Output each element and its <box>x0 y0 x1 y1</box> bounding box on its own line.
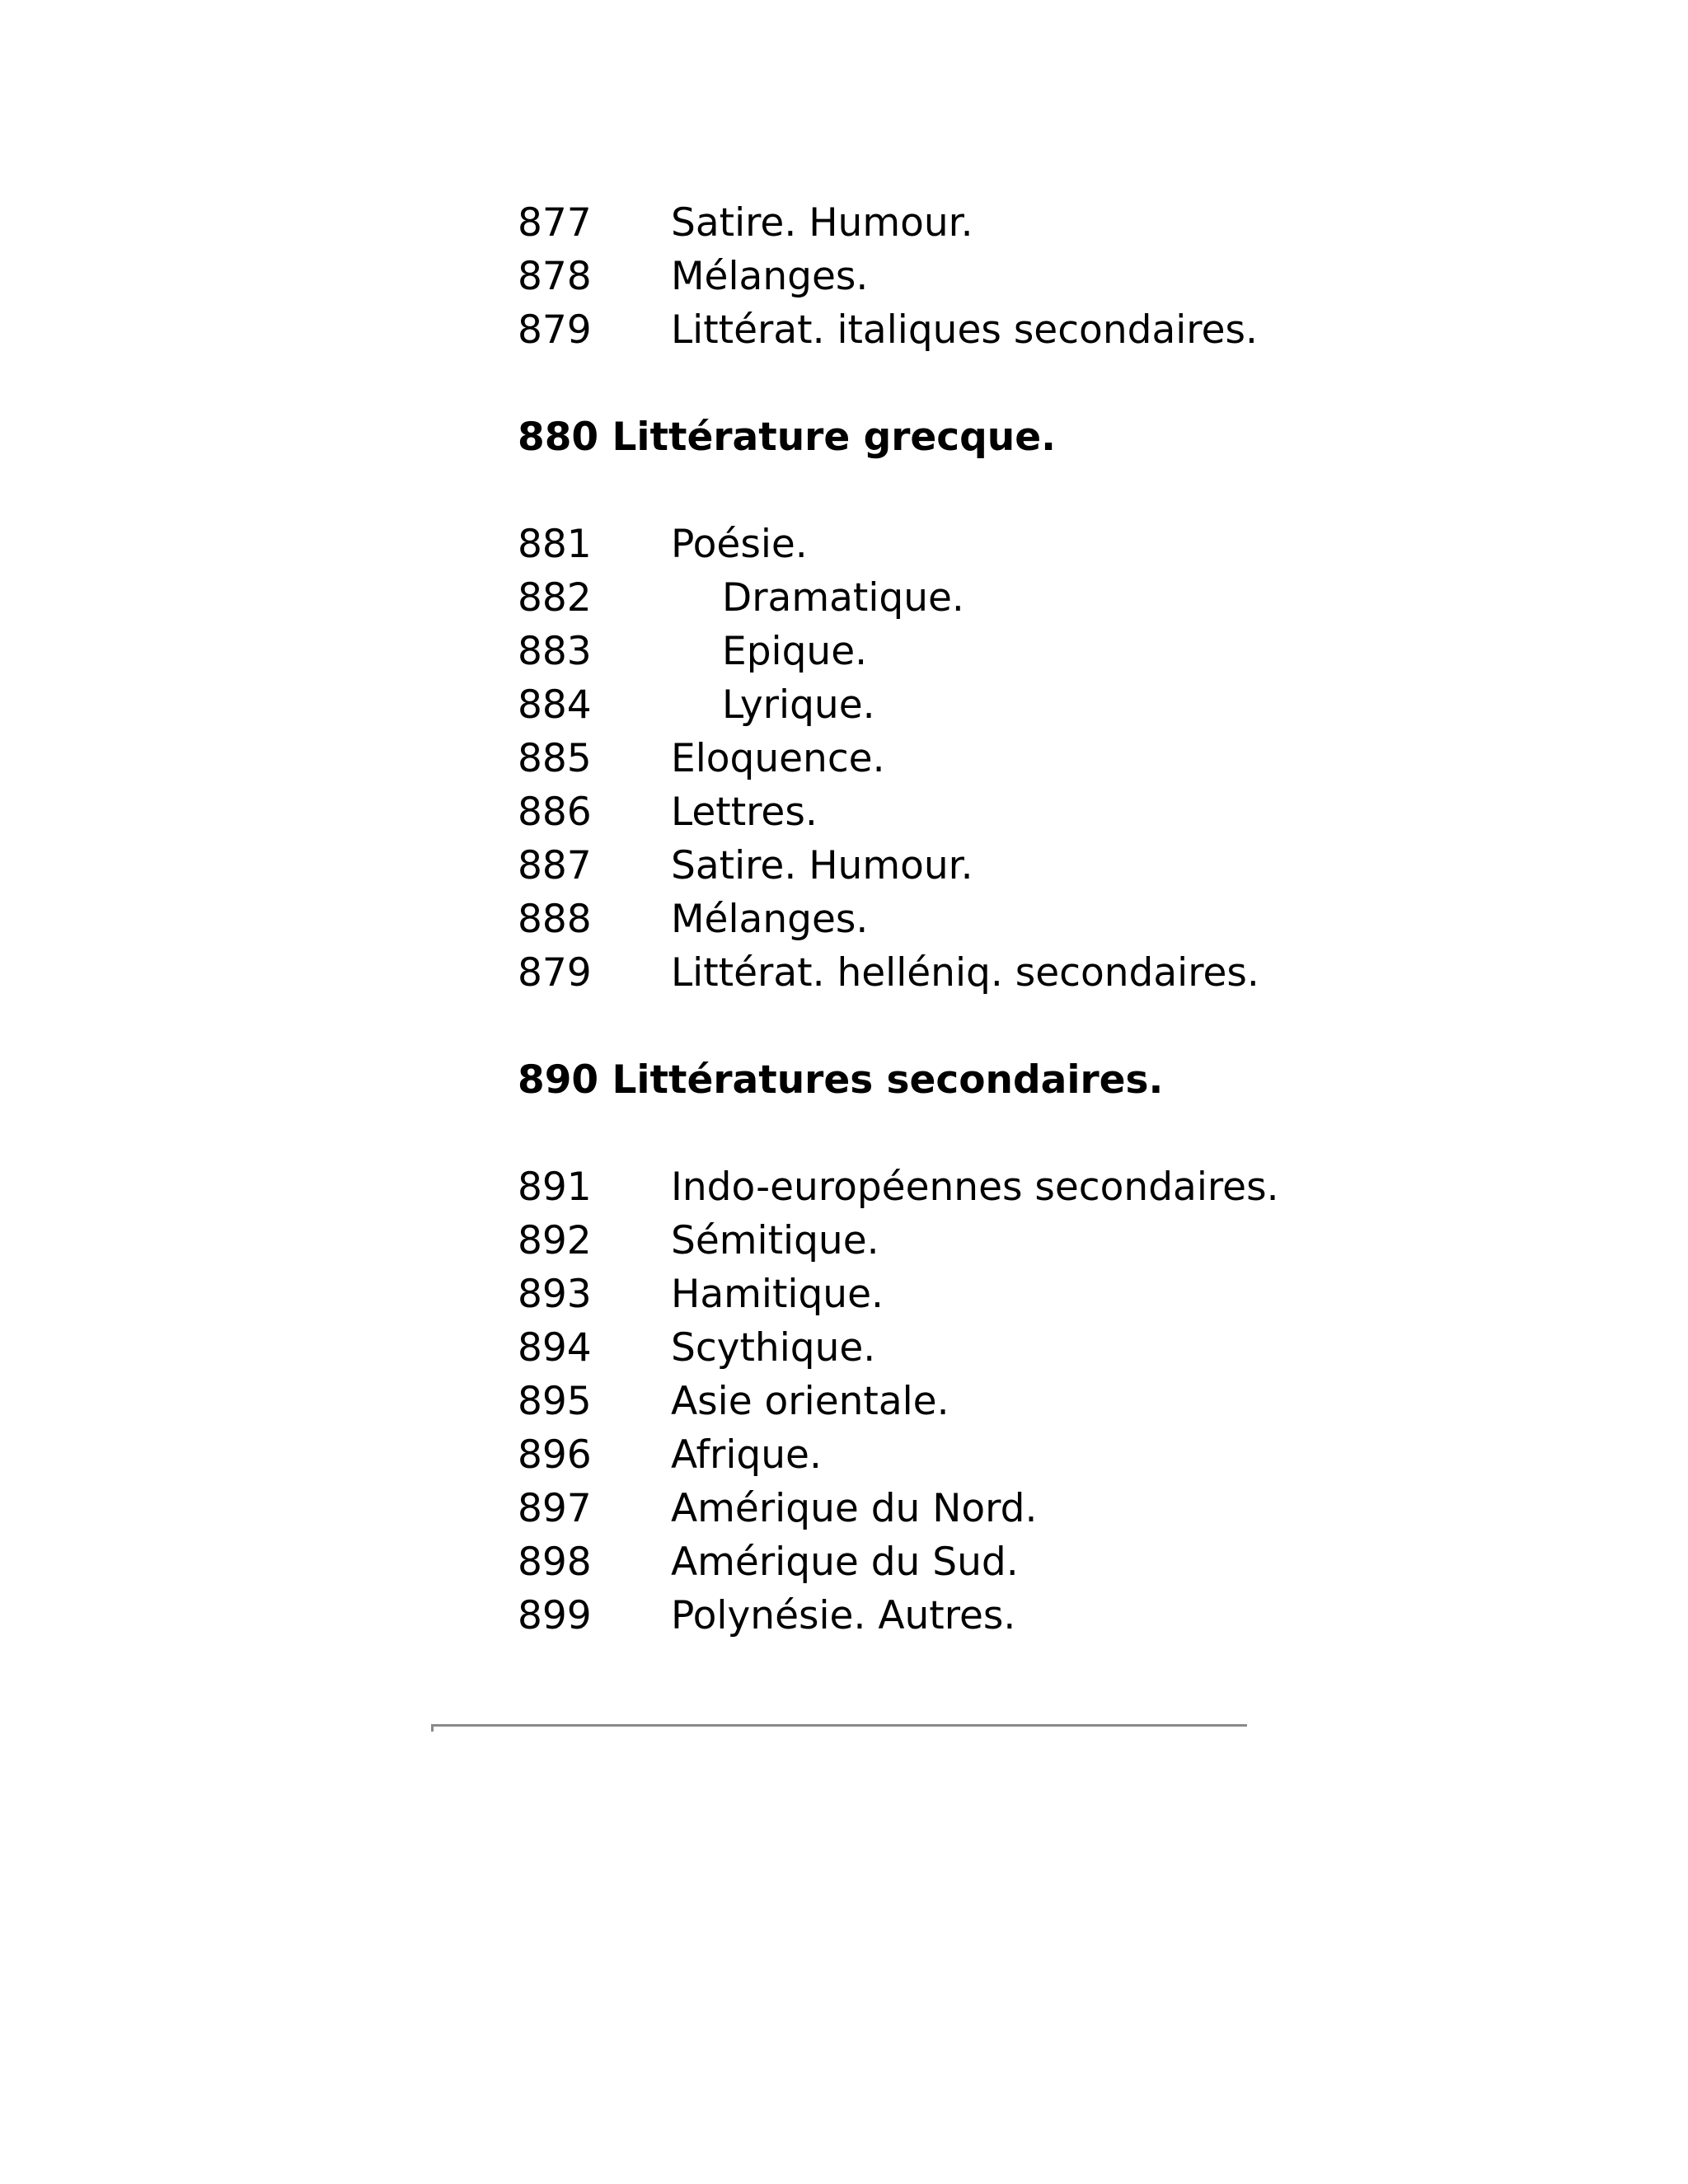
list-item <box>518 1428 1259 1482</box>
list-item <box>518 1321 1259 1375</box>
entry-label: Eloquence. <box>671 736 885 781</box>
entry-code: 895 <box>518 1379 592 1424</box>
entry-code: 886 <box>518 790 592 835</box>
entry-code: 883 <box>518 629 592 674</box>
entry-label: Mélanges. <box>671 254 869 299</box>
entry-label: Satire. Humour. <box>671 843 973 888</box>
entry-code: 894 <box>518 1325 592 1371</box>
entry-code: 882 <box>518 575 592 621</box>
entry-code: 891 <box>518 1165 592 1210</box>
list-item <box>518 625 1259 678</box>
entry-label: Asie orientale. <box>671 1379 950 1424</box>
list-item <box>518 1535 1259 1589</box>
list-item <box>518 1589 1259 1643</box>
list-item <box>518 1160 1279 1214</box>
section-spacer <box>518 1107 1259 1160</box>
list-item <box>518 946 1259 1000</box>
entry-label: Dramatique. <box>722 575 964 621</box>
entry-code: 879 <box>518 307 592 353</box>
list-item <box>518 196 1259 250</box>
entry-label: Indo-européennes secondaires. <box>671 1165 1279 1210</box>
list-item <box>518 250 1259 303</box>
entry-code: 881 <box>518 522 592 567</box>
entry-label: Sémitique. <box>671 1218 879 1263</box>
section-spacer <box>518 1000 1259 1053</box>
entry-code: 877 <box>518 200 592 246</box>
entry-label: Afrique. <box>671 1432 822 1478</box>
entry-code: 899 <box>518 1593 592 1638</box>
entry-label: Amérique du Nord. <box>671 1486 1038 1531</box>
list-item <box>518 732 1259 785</box>
entry-label: Poésie. <box>671 522 808 567</box>
classification-list <box>518 196 1279 1643</box>
section-spacer <box>518 357 1259 410</box>
list-item <box>518 1268 1259 1321</box>
entry-label: Epique. <box>722 629 868 674</box>
list-item <box>518 518 1259 571</box>
entry-code: 887 <box>518 843 592 888</box>
list-item <box>518 839 1259 893</box>
entry-code: 893 <box>518 1272 592 1317</box>
entry-label: Hamitique. <box>671 1272 884 1317</box>
entry-code: 898 <box>518 1540 592 1585</box>
list-item <box>518 1375 1259 1428</box>
section-heading: 890 Littératures secondaires. <box>518 1057 1164 1103</box>
entry-label: Lyrique. <box>722 682 875 728</box>
entry-label: Satire. Humour. <box>671 200 973 246</box>
entry-label: Mélanges. <box>671 897 869 942</box>
entry-code: 888 <box>518 897 592 942</box>
entry-code: 897 <box>518 1486 592 1531</box>
footer-rule <box>431 1724 1247 1727</box>
list-item <box>518 678 1259 732</box>
entry-code: 879 <box>518 950 592 996</box>
list-item <box>518 893 1259 946</box>
list-item <box>518 571 1259 625</box>
entry-label: Polynésie. Autres. <box>671 1593 1016 1638</box>
entry-label: Amérique du Sud. <box>671 1540 1019 1585</box>
entry-label: Scythique. <box>671 1325 876 1371</box>
list-item <box>518 785 1259 839</box>
entry-label: Lettres. <box>671 790 818 835</box>
entry-label: Littérat. italiques secondaires. <box>671 307 1258 353</box>
section-heading: 880 Littérature grecque. <box>518 415 1056 460</box>
list-item <box>518 1482 1259 1535</box>
list-item <box>518 303 1259 357</box>
entry-code: 896 <box>518 1432 592 1478</box>
entry-code: 884 <box>518 682 592 728</box>
list-item <box>518 1214 1259 1268</box>
entry-code: 885 <box>518 736 592 781</box>
section-spacer <box>518 464 1259 518</box>
entry-code: 878 <box>518 254 592 299</box>
entry-label: Littérat. helléniq. secondaires. <box>671 950 1259 996</box>
entry-code: 892 <box>518 1218 592 1263</box>
